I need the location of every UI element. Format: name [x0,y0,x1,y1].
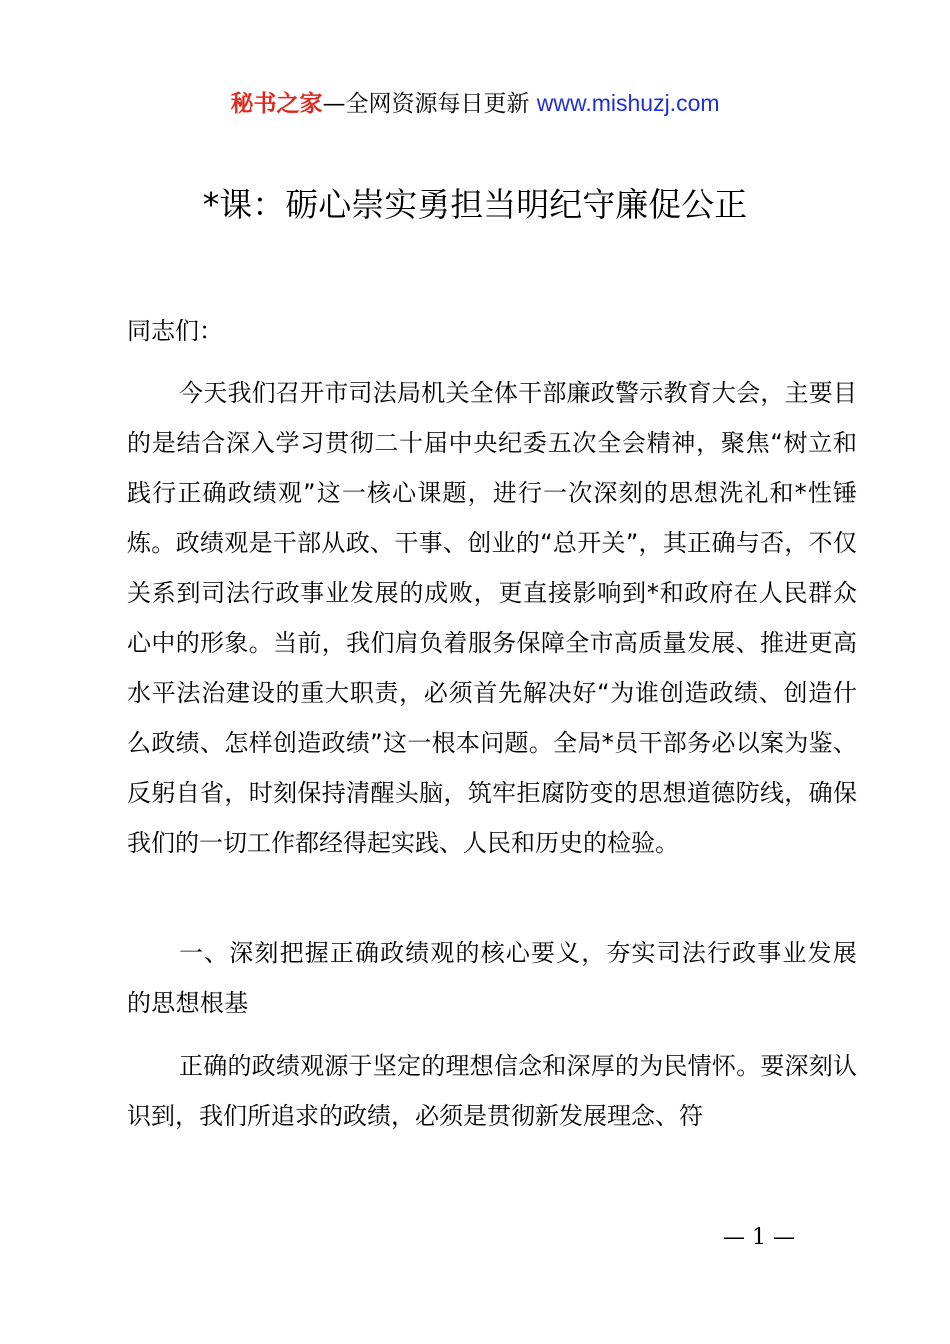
salutation: 同志们： [127,317,223,345]
body-paragraph-2: 正确的政绩观源于坚定的理想信念和深厚的为民情怀。要深刻认识到，我们所追求的政绩，必须是贯彻新发展理念、符 [127,1052,857,1130]
section-heading-1: 一、深刻把握正确政绩观的核心要义，夯实司法行政事业发展的思想根基 [127,939,857,1017]
banner-tagline: —全网资源每日更新 [322,91,537,117]
banner-url-link[interactable]: www.mishuzj.com [536,90,720,116]
page-number: — 1 — [723,1225,795,1250]
document-title: *课：砺心崇实勇担当明纪守廉促公正 [202,185,748,224]
site-banner [0,86,950,121]
body-paragraph-1: 今天我们召开市司法局机关全体干部廉政警示教育大会，主要目的是结合深入学习贯彻二十届中央纪委五次全会精神，聚焦“树立和践行正确政绩观”这一核心课题，进行一次深刻的思想洗礼和*性锤炼。政绩观是干部从政、干事、创业的“总开关”，其正确与否，不仅关系到司法行政事业发展的成败，更直接影响到*和政府在人民群众心中的形象。当前，我们肩负着服务保障全市高质量发展、推进更高水平法治建设的重大职责，必须首先解决好“为谁创造政绩、创造什么政绩、怎样创造政绩”这一根本问题。全局*员干部务必以案为鉴、反躬自省，时刻保持清醒头脑，筑牢拒腐防变的思想道德防线，确保我们的一切工作都经得起实践、人民和历史的检验。 [127,379,857,857]
banner-brand: 秘书之家 [230,91,323,117]
